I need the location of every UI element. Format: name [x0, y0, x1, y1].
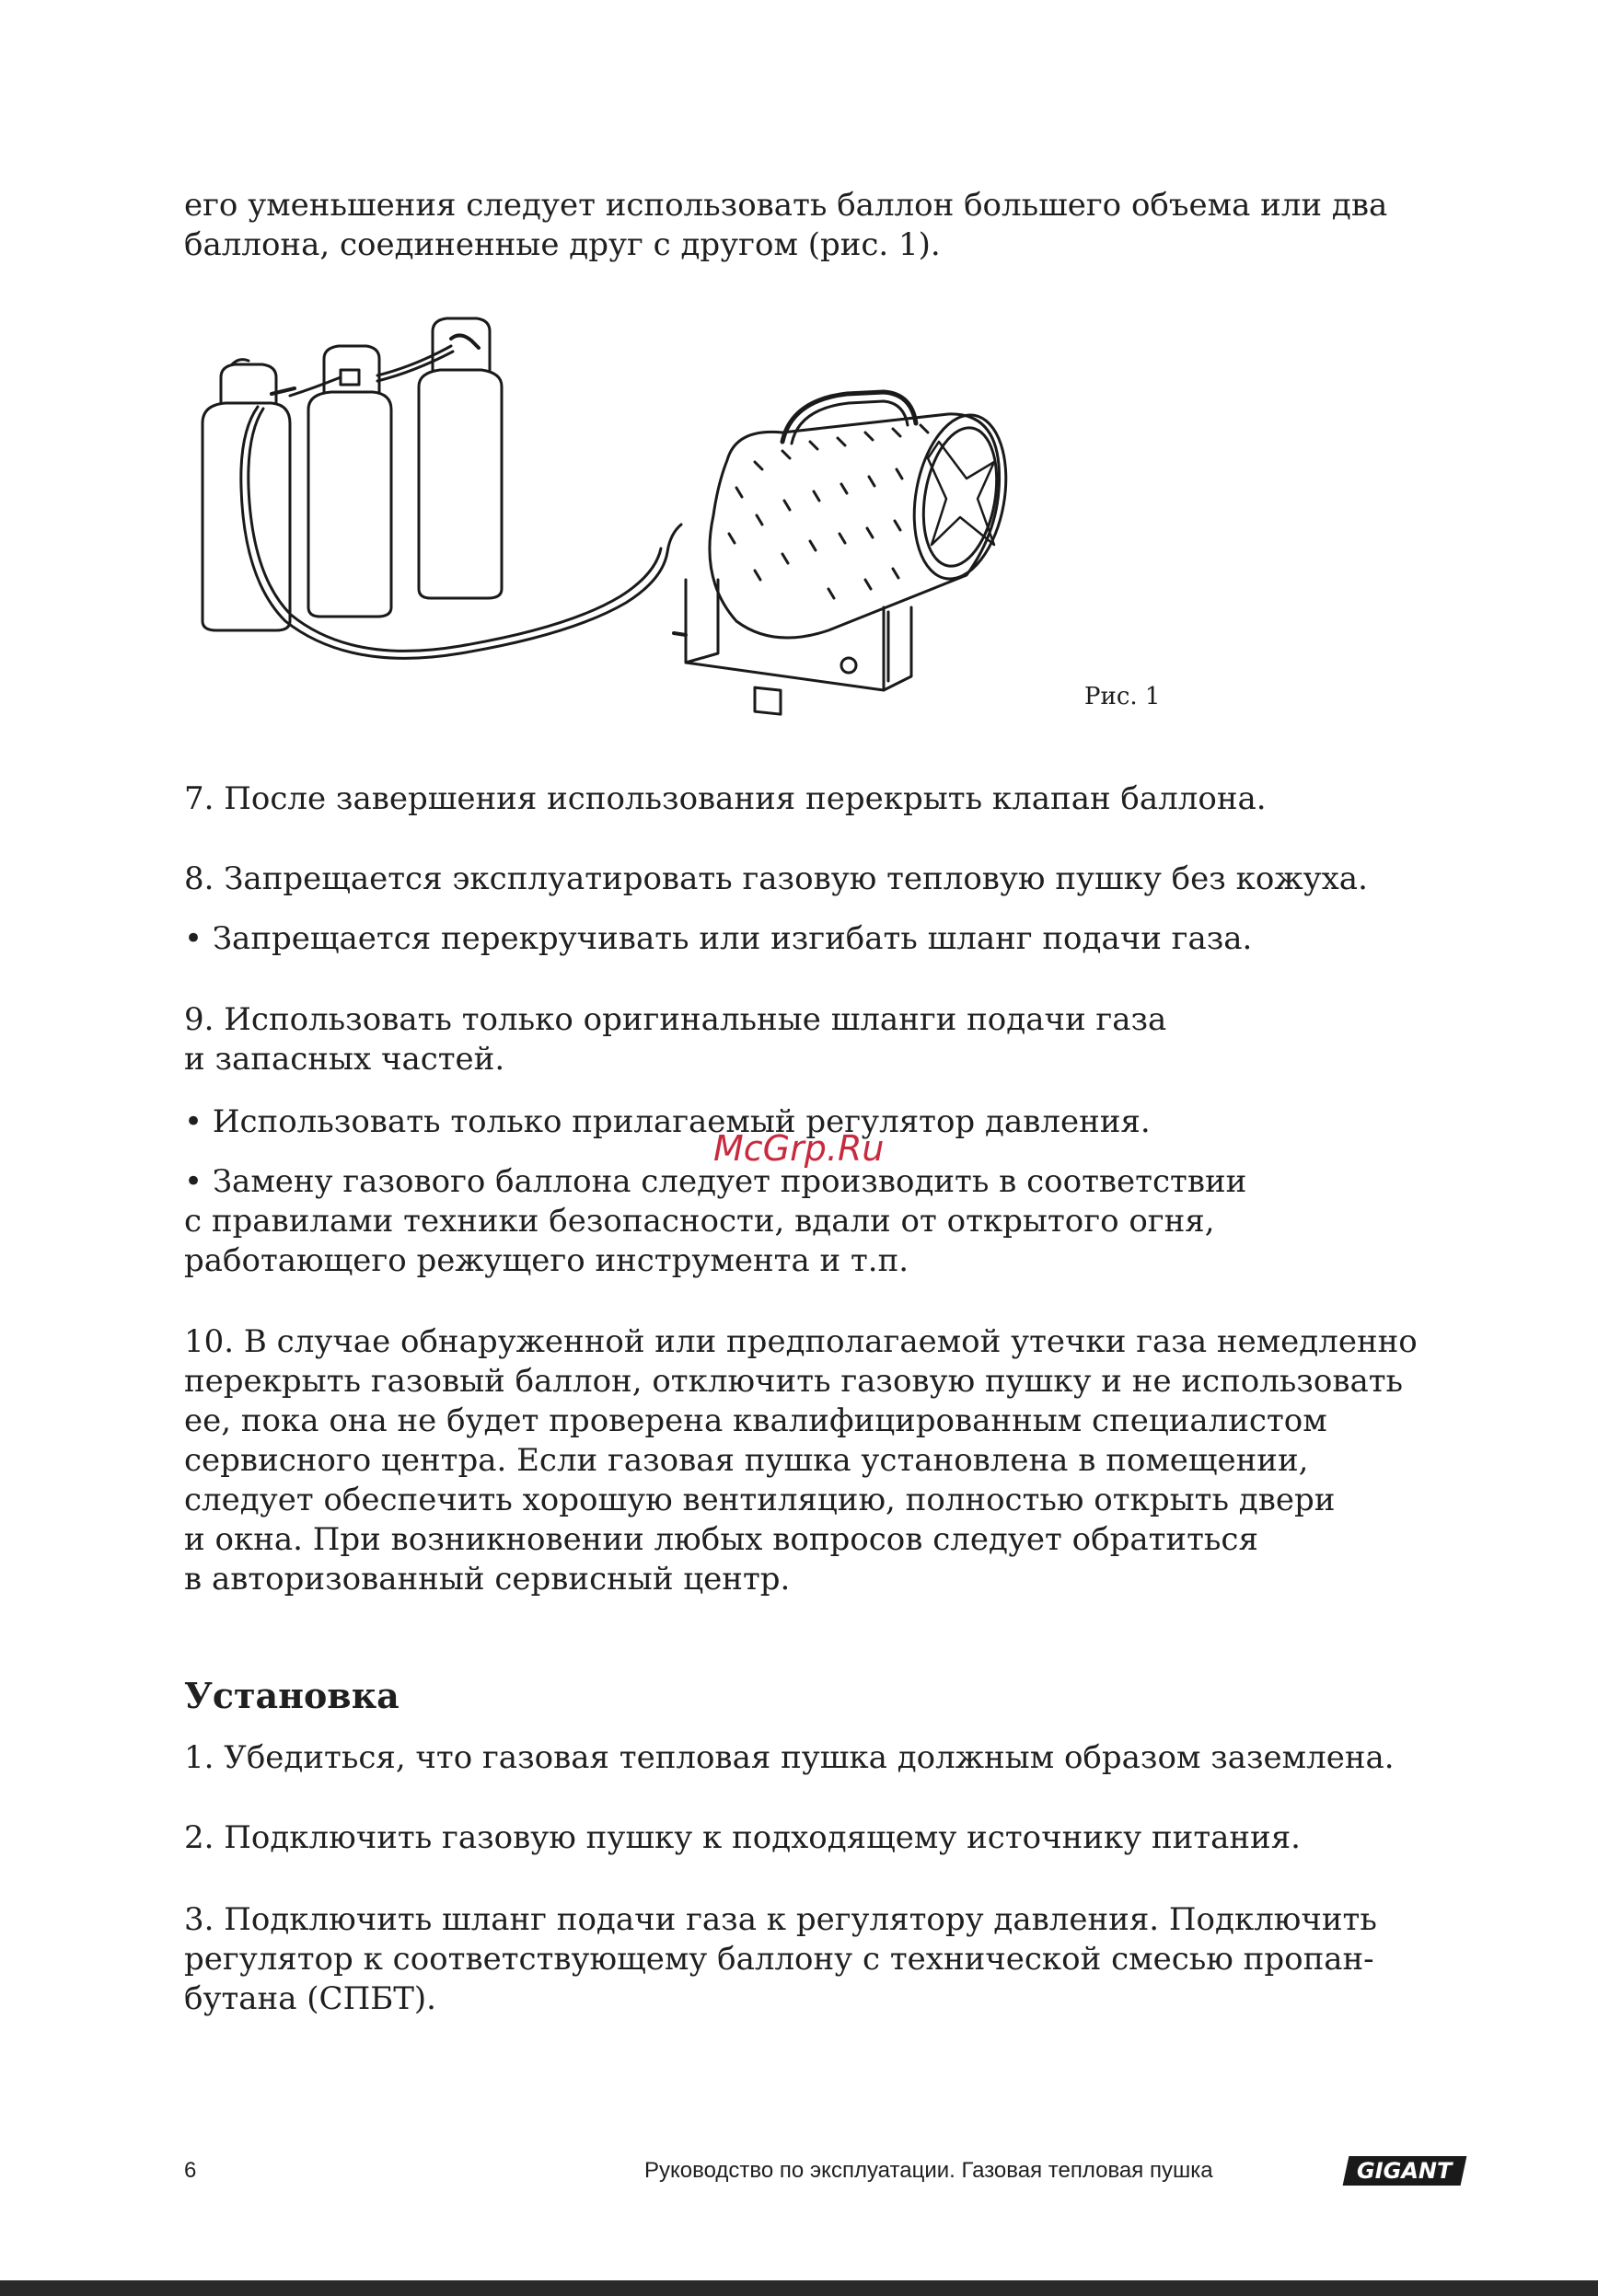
- page-number: 6: [184, 2158, 197, 2183]
- item-8: 8. Запрещается эксплуатировать газовую тепловую пушку без кожуха.: [184, 860, 1368, 897]
- text-line: ее, пока она не будет проверена квалифицированным специалистом: [184, 1402, 1327, 1439]
- install-step-1: 1. Убедиться, что газовая тепловая пушка должным образом заземлена.: [184, 1739, 1395, 1776]
- footer-title: Руководство по эксплуатации. Газовая тепловая пушка: [644, 2158, 1213, 2183]
- text-line: 3. Подключить шланг подачи газа к регулятору давления. Подключить: [184, 1901, 1377, 1938]
- item-9: [184, 1000, 1473, 1079]
- watermark: McGrp.Ru: [713, 1128, 885, 1169]
- bullet-cylinder-replacement: [184, 1162, 1473, 1281]
- text-line: работающего режущего инструмента и т.п.: [184, 1242, 909, 1279]
- heater-icon: [674, 392, 1018, 714]
- text-line: и запасных частей.: [184, 1041, 505, 1078]
- text-line: регулятор к соответствующему баллону с технической смесью пропан-: [184, 1941, 1374, 1978]
- text-line: следует обеспечить хорошую вентиляцию, полностью открыть двери: [184, 1482, 1336, 1518]
- install-step-2: 2. Подключить газовую пушку к подходящему источнику питания.: [184, 1819, 1301, 1856]
- intro-paragraph: [184, 186, 1473, 265]
- item-7: 7. После завершения использования перекрыть клапан баллона.: [184, 780, 1267, 817]
- brand-logo-text: GIGANT: [1357, 2158, 1453, 2184]
- gas-cylinder-icon: [419, 318, 502, 598]
- install-step-3: [184, 1900, 1473, 2019]
- text-line: и окна. При возникновении любых вопросов следует обратиться: [184, 1521, 1258, 1558]
- text-line: 10. В случае обнаруженной или предполагаемой утечки газа немедленно: [184, 1323, 1418, 1360]
- text-line: в авторизованный сервисный центр.: [184, 1561, 791, 1598]
- figure-caption: Рис. 1: [1084, 683, 1161, 710]
- bottom-edge-bar: [0, 2280, 1598, 2296]
- text-line: с правилами техники безопасности, вдали от открытого огня,: [184, 1203, 1215, 1240]
- item-10: [184, 1322, 1473, 1599]
- section-heading-installation: Установка: [184, 1675, 400, 1716]
- text-line: перекрыть газовый баллон, отключить газовую пушку и не использовать: [184, 1363, 1404, 1400]
- text-line: 9. Использовать только оригинальные шланги подачи газа: [184, 1001, 1167, 1038]
- text-line: бутана (СПБТ).: [184, 1980, 436, 2017]
- bullet-hose: • Запрещается перекручивать или изгибать шланг подачи газа.: [184, 920, 1253, 957]
- brand-logo: [1343, 2156, 1467, 2186]
- text-line: сервисного центра. Если газовая пушка установлена в помещении,: [184, 1442, 1309, 1479]
- text-line: его уменьшения следует использовать баллон большего объема или два: [184, 187, 1388, 224]
- figure-gas-cylinders-heater: [184, 304, 1049, 727]
- text-line: • Замену газового баллона следует производить в соответствии: [184, 1163, 1247, 1200]
- bullet-regulator: • Использовать только прилагаемый регулятор давления.: [184, 1103, 1151, 1140]
- text-line: баллона, соединенные друг с другом (рис. 1).: [184, 226, 941, 263]
- gas-cylinder-icon: [308, 346, 391, 617]
